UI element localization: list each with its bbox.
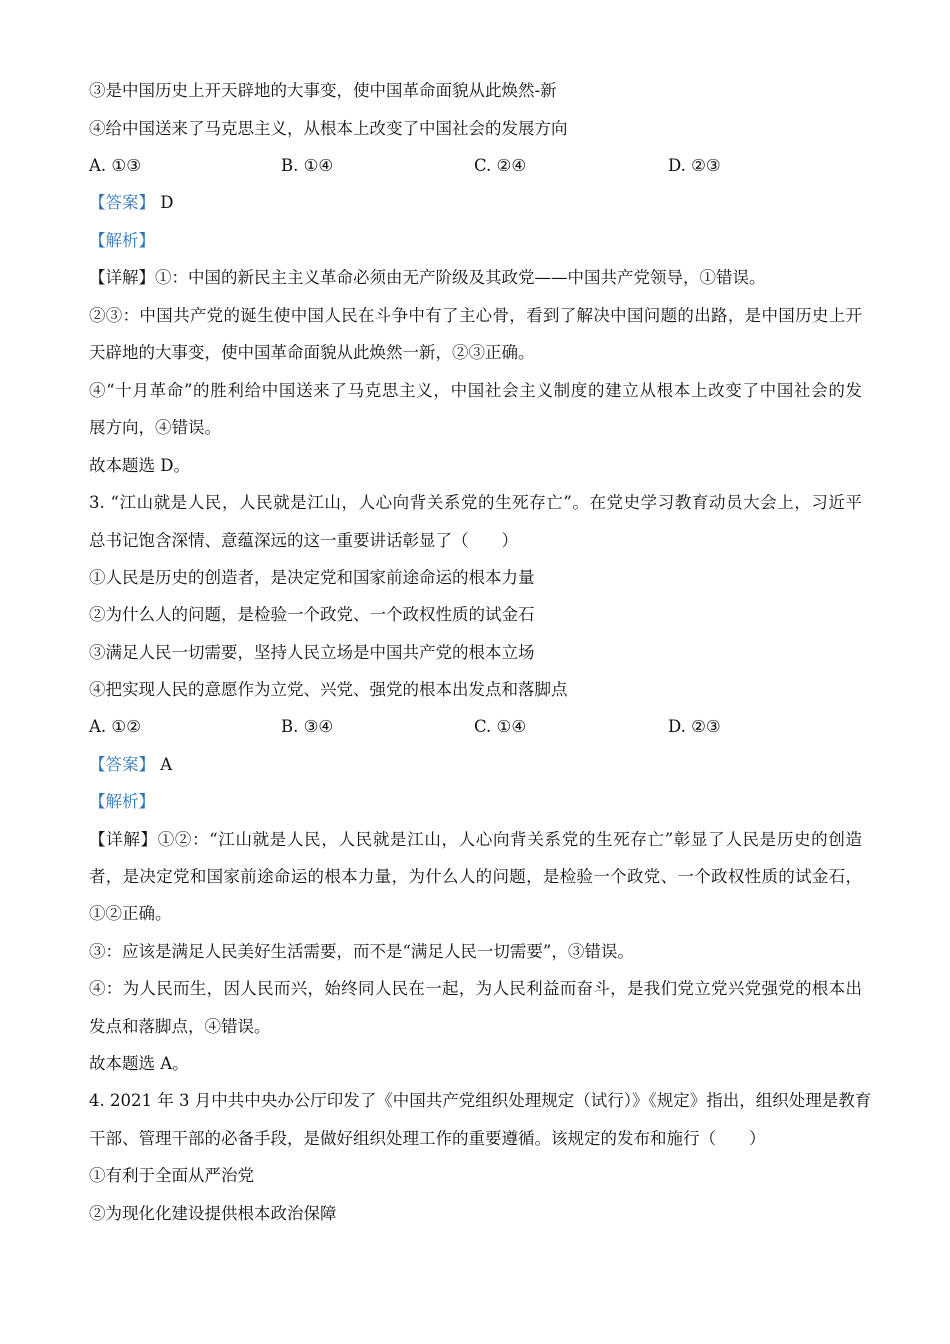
detail-tag: 【详解】 (89, 830, 158, 849)
answer-value: A (160, 755, 173, 774)
q3-detail-5: ④：为人民而生，因人民而兴，始终同人民在一起，为人民利益而奋斗，是我们党立党兴党强党的根本出 (89, 979, 862, 998)
q3-conclusion: 故本题选 A。 (89, 1054, 189, 1073)
q2-answer (89, 191, 862, 215)
q2-option-c: C. ②④ (474, 156, 527, 175)
q4-item-2: ②为现化化建设提供根本政治保障 (89, 1204, 337, 1223)
q3-item-4: ④把实现人民的意愿作为立党、兴党、强党的根本出发点和落脚点 (89, 680, 568, 699)
q3-detail-1 (89, 828, 862, 852)
analysis-tag: 【解析】 (89, 231, 155, 250)
q3-option-b: B. ③④ (281, 717, 334, 736)
q2-option-d: D. ②③ (668, 156, 721, 175)
q3-detail-2: 者，是决定党和国家前途命运的根本力量，为什么人的问题，是检验一个政党、一个政权性质的试金石， (89, 867, 862, 886)
detail-tag: 【详解】 (89, 268, 155, 287)
answer-value: D (160, 193, 174, 212)
q3-analysis-heading (89, 790, 862, 814)
q3-item-1: ①人民是历史的创造者，是决定党和国家前途命运的根本力量 (89, 568, 535, 587)
q3-stem-1: 3. “江山就是人民，人民就是江山，人心向背关系党的生死存亡”。在党史学习教育动员大会上，习近平 (89, 493, 862, 512)
q3-detail-3: ①②正确。 (89, 904, 172, 923)
q3-detail-4: ③：应该是满足人民美好生活需要，而不是“满足人民一切需要”，③错误。 (89, 942, 634, 961)
q2-analysis-heading (89, 229, 862, 253)
q3-detail-6: 发点和落脚点，④错误。 (89, 1017, 271, 1036)
answer-tag: 【答案】 (89, 755, 155, 774)
q3-item-3: ③满足人民一切需要，坚持人民立场是中国共产党的根本立场 (89, 643, 535, 662)
q2-detail-2: ②③：中国共产党的诞生使中国人民在斗争中有了主心骨，看到了解决中国问题的出路，是中国历史上开 (89, 306, 862, 325)
q2-detail-5: 展方向，④错误。 (89, 418, 221, 437)
detail-text: ①②：“江山就是人民，人民就是江山，人心向背关系党的生死存亡”彰显了人民是历史的创造 (157, 830, 863, 849)
q2-detail-1 (89, 266, 862, 290)
analysis-tag: 【解析】 (89, 792, 155, 811)
q3-option-c: C. ①④ (474, 717, 527, 736)
q3-answer (89, 753, 862, 777)
q2-item-3: ③是中国历史上开天辟地的大事变，使中国革命面貌从此焕然-新 (89, 81, 557, 100)
q4-stem-1: 4. 2021 年 3 月中共中央办公厅印发了《中国共产党组织处理规定（试行）》《规定》指出，组织处理是教育 (89, 1091, 872, 1110)
q2-conclusion: 故本题选 D。 (89, 456, 190, 475)
q4-item-1: ①有利于全面从严治党 (89, 1166, 254, 1185)
q2-option-a: A. ①③ (89, 156, 141, 175)
q3-option-a: A. ①② (89, 717, 141, 736)
detail-text: ①：中国的新民主主义革命必须由无产阶级及其政党——中国共产党领导，①错误。 (155, 268, 766, 287)
q2-option-b: B. ①④ (281, 156, 334, 175)
answer-tag: 【答案】 (89, 193, 155, 212)
q3-item-2: ②为什么人的问题，是检验一个政党、一个政权性质的试金石 (89, 605, 535, 624)
q2-item-4: ④给中国送来了马克思主义，从根本上改变了中国社会的发展方向 (89, 119, 568, 138)
q3-stem-2: 总书记饱含深情、意蕴深远的这一重要讲话彰显了（ ） (89, 531, 518, 550)
q2-detail-3: 天辟地的大事变，使中国革命面貌从此焕然一新，②③正确。 (89, 343, 535, 362)
q2-detail-4: ④“十月革命”的胜利给中国送来了马克思主义，中国社会主义制度的建立从根本上改变了中国社会的发 (89, 381, 862, 400)
q3-option-d: D. ②③ (668, 717, 721, 736)
q4-stem-2: 干部、管理干部的必备手段，是做好组织处理工作的重要遵循。该规定的发布和施行（ ） (89, 1129, 766, 1148)
